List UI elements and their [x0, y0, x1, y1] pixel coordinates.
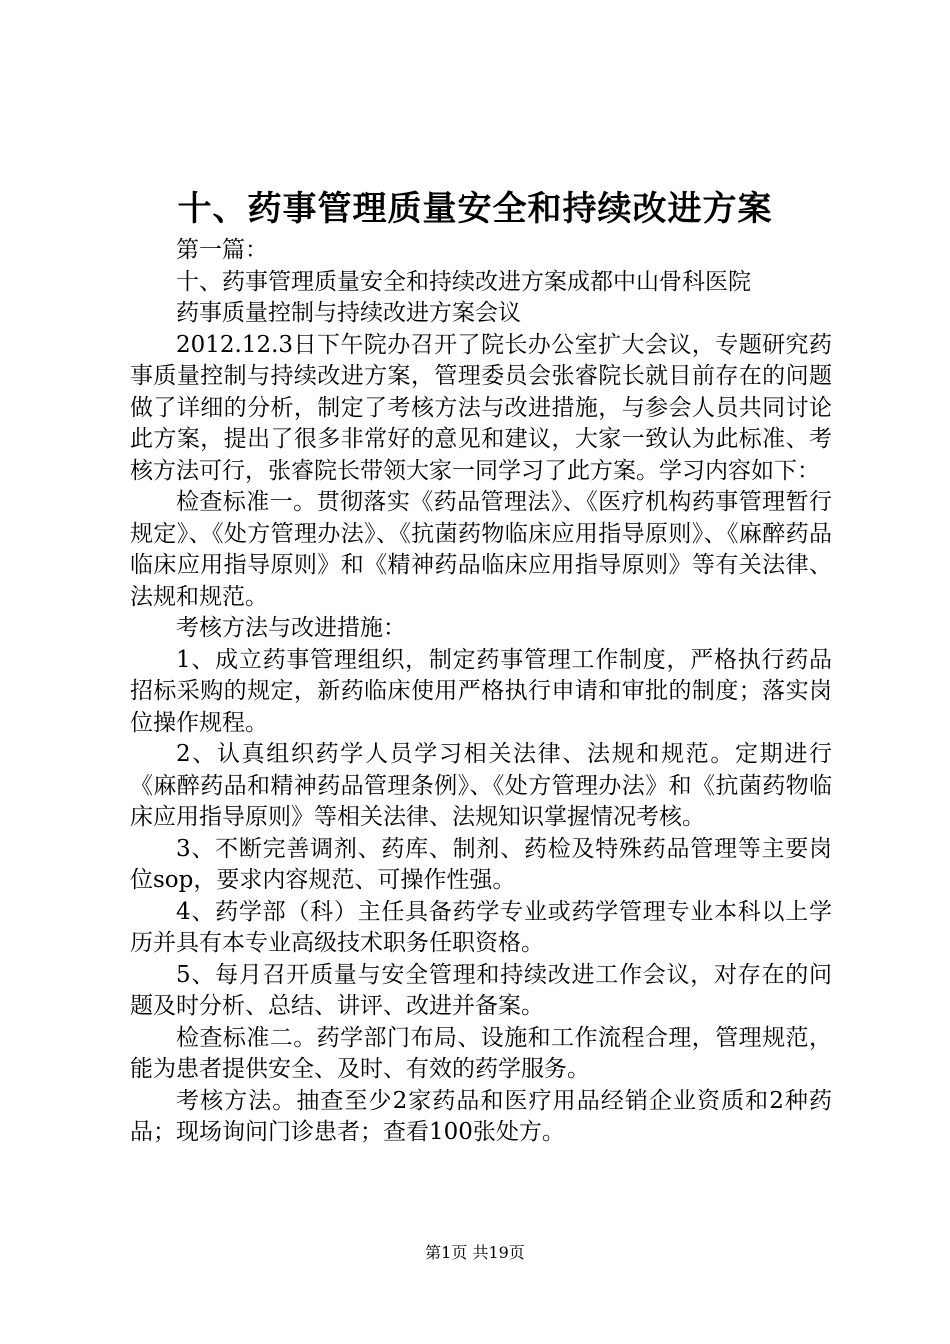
paragraph: 2012.12.3日下午院办召开了院长办公室扩大会议，专题研究药事质量控制与持续改进方案，管理委员会张睿院长就目前存在的问题做了详细的分析，制定了考核方法与改进措施，与参会人员共同讨论此方案，提出了很多非常好的意见和建议，大家一致认为此标准、考核方法可行，张睿院长带领大家一同学习了此方案。学习内容如下： [130, 331, 832, 484]
paragraph: 检查标准二。药学部门布局、设施和工作流程合理，管理规范，能为患者提供安全、及时、有效的药学服务。 [130, 1024, 832, 1082]
paragraph: 5、每月召开质量与安全管理和持续改进工作会议，对存在的问题及时分析、总结、讲评、改进并备案。 [130, 961, 832, 1019]
document-body [130, 235, 832, 1149]
paragraph: 考核方法与改进措施： [176, 615, 406, 641]
paragraph: 1、成立药事管理组织，制定药事管理工作制度，严格执行药品招标采购的规定，新药临床使用严格执行申请和审批的制度；落实岗位操作规程。 [130, 646, 832, 736]
page-footer [0, 1242, 950, 1264]
paragraph: 考核方法。抽查至少2家药品和医疗用品经销企业资质和2种药品；现场询问门诊患者；查看100张处方。 [130, 1087, 832, 1145]
paragraph: 药事质量控制与持续改进方案会议 [176, 300, 521, 326]
paragraph: 第一篇： [176, 237, 268, 263]
paragraph: 2、认真组织药学人员学习相关法律、法规和规范。定期进行《麻醉药品和精神药品管理条例》、《处方管理办法》和《抗菌药物临床应用指导原则》等相关法律、法规知识掌握情况考核。 [130, 741, 832, 830]
paragraph: 4、药学部（科）主任具备药学专业或药学管理专业本科以上学历并具有本专业高级技术职务任职资格。 [130, 898, 832, 956]
page-number: 第1页 共19页 [425, 1243, 525, 1262]
document-title: 十、药事管理质量安全和持续改进方案 [177, 189, 773, 229]
paragraph: 十、药事管理质量安全和持续改进方案成都中山骨科医院 [176, 268, 751, 295]
paragraph: 3、不断完善调剂、药库、制剂、药检及特殊药品管理等主要岗位sop，要求内容规范、可操作性强。 [130, 835, 832, 893]
paragraph: 检查标准一。贯彻落实《药品管理法》、《医疗机构药事管理暂行规定》、《处方管理办法》、《抗菌药物临床应用指导原则》、《麻醉药品临床应用指导原则》和《精神药品临床应用指导原则》等有关法律、法规和规范。 [130, 489, 832, 610]
